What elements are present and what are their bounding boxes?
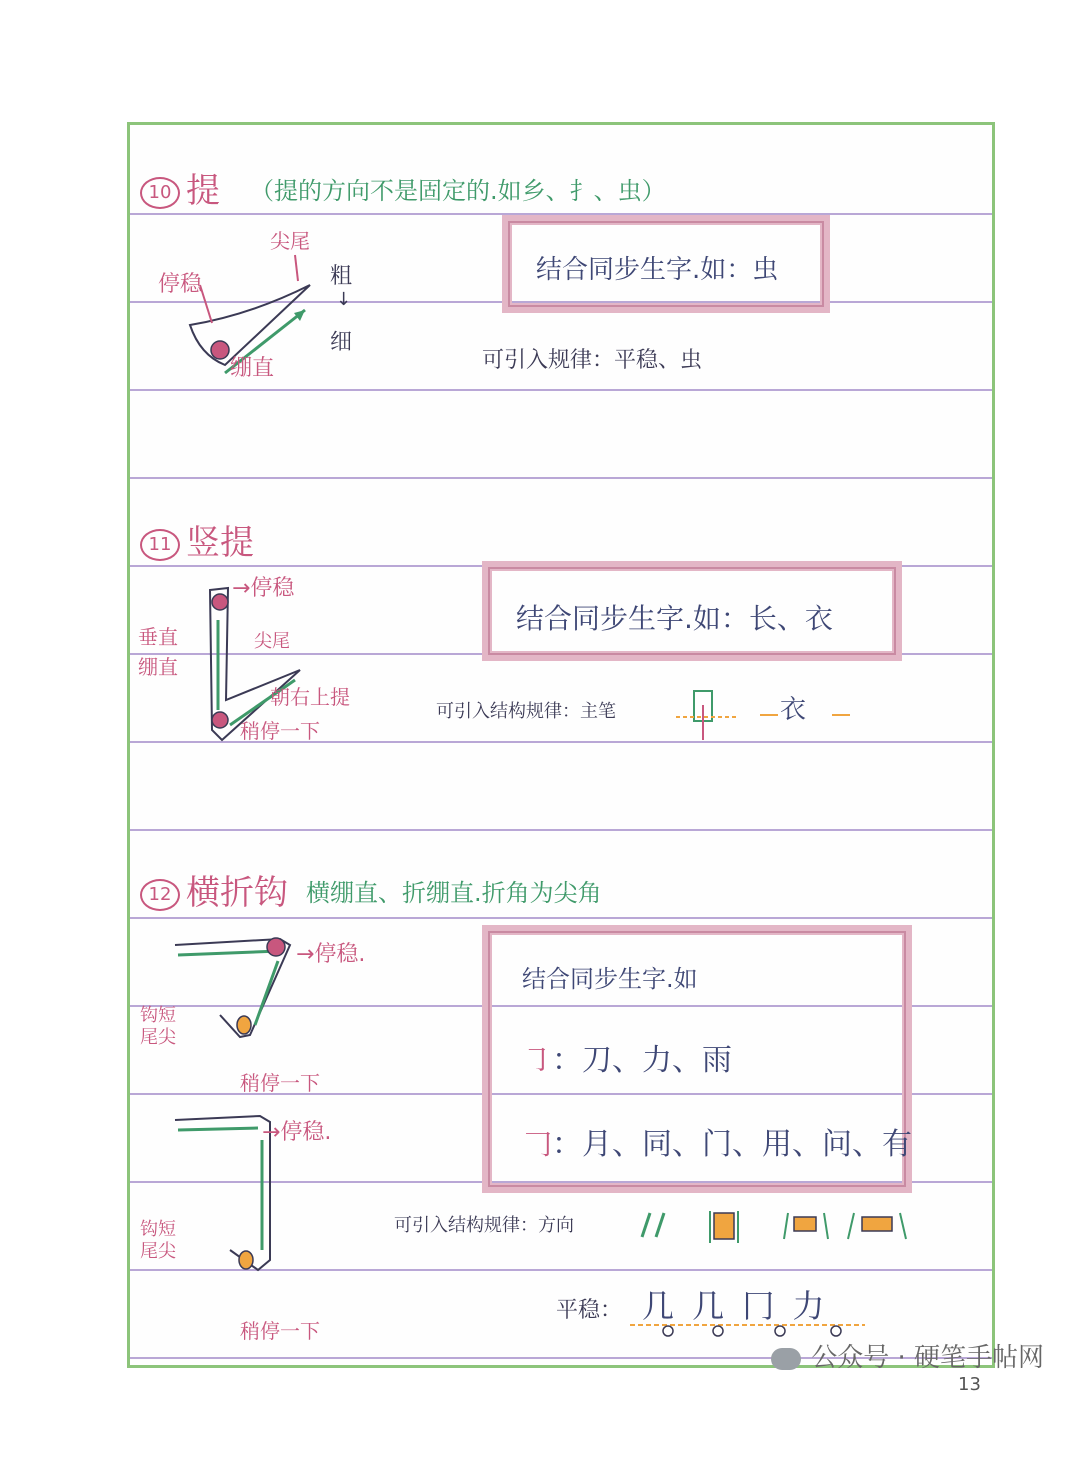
main-stroke-glyph-diagram bbox=[676, 685, 746, 745]
page-number: 13 bbox=[958, 1374, 981, 1395]
section-11-heading bbox=[140, 515, 254, 564]
section-12-heading bbox=[140, 865, 288, 914]
section-12-box-line-1-chars: ：刀、力、雨 bbox=[552, 1043, 732, 1078]
section-12-box-line-1 bbox=[522, 1035, 732, 1079]
section-10-box-text: 结合同步生字.如：虫 bbox=[536, 255, 779, 285]
zhe-gou-2-label-stop: →停稳. bbox=[262, 1120, 332, 1145]
zhe-gou-1-label-stop: →停稳. bbox=[296, 942, 366, 967]
ruled-line bbox=[130, 829, 992, 831]
section-12-box-line-2 bbox=[522, 1119, 912, 1163]
heng-zhe-gou-alt-stroke-symbol: 𠃌 bbox=[522, 1127, 552, 1162]
section-10-note: （提的方向不是固定的.如乡、扌、虫） bbox=[250, 177, 666, 205]
zhe-gou-2-label-hook-b: 尾尖 bbox=[140, 1241, 176, 1262]
section-11-rule-text: 可引入结构规律：主笔 bbox=[436, 701, 616, 722]
ruled-line bbox=[130, 477, 992, 479]
zhe-gou-2-label-hook-a: 钩短 bbox=[140, 1219, 176, 1240]
section-11-title: 竖提 bbox=[186, 523, 254, 563]
wechat-icon bbox=[771, 1348, 801, 1370]
notebook-page bbox=[127, 122, 995, 1368]
section-10-title: 提 bbox=[186, 171, 220, 211]
section-11-example-box bbox=[482, 561, 902, 661]
section-12-note: 横绷直、折绷直.折角为尖角 bbox=[306, 879, 602, 907]
balance-baseline bbox=[630, 1319, 870, 1339]
shu-ti-label-tip: 尖尾 bbox=[254, 631, 290, 652]
section-10-number: 10 bbox=[140, 177, 180, 209]
ti-label-straight: 绷直 bbox=[230, 356, 275, 381]
ti-label-thick: 粗 bbox=[330, 264, 353, 289]
section-10-heading bbox=[140, 163, 220, 212]
ti-label-tip: 尖尾 bbox=[270, 229, 310, 253]
main-stroke-example-char: 衣 bbox=[780, 695, 807, 725]
section-12-title: 横折钩 bbox=[186, 873, 288, 913]
zhe-gou-1-label-hook-a: 钩短 bbox=[140, 1005, 176, 1026]
section-10-rule-text: 可引入规律：平稳、虫 bbox=[482, 348, 703, 373]
zhe-gou-1-label-hook-b: 尾尖 bbox=[140, 1027, 176, 1048]
shu-ti-label-stop: →停稳 bbox=[232, 576, 295, 601]
section-10-example-box bbox=[502, 215, 830, 313]
section-12-number: 12 bbox=[140, 879, 180, 911]
ti-label-thin: 细 bbox=[330, 330, 353, 355]
section-12-example-box bbox=[482, 925, 912, 1193]
balance-example-chars: 几 几 冂 力 bbox=[642, 1287, 829, 1325]
ti-thick-to-thin-arrow: ↓ bbox=[336, 289, 352, 310]
section-12-box-title: 结合同步生字.如 bbox=[522, 965, 698, 993]
balance-arrows bbox=[760, 705, 850, 725]
section-11-number: 11 bbox=[140, 529, 180, 561]
watermark-text: 公众号 · 硬笔手帖网 bbox=[811, 1343, 1044, 1373]
shu-ti-label-vertical: 垂直 bbox=[138, 625, 178, 649]
section-12-rule-text: 可引入结构规律：方向 bbox=[394, 1215, 574, 1236]
shu-ti-label-pause: 稍停一下 bbox=[240, 719, 320, 743]
zhe-gou-1-label-pause: 稍停一下 bbox=[240, 1071, 320, 1095]
shu-ti-label-lift: 朝右上提 bbox=[270, 685, 350, 709]
zhe-gou-2-label-pause: 稍停一下 bbox=[240, 1319, 320, 1343]
section-12-box-line-2-chars: ：月、同、门、用、问、有 bbox=[552, 1127, 912, 1162]
ruled-line bbox=[130, 917, 992, 919]
direction-diagrams bbox=[634, 1209, 924, 1249]
heng-zhe-gou-stroke-symbol: ㇆ bbox=[522, 1043, 552, 1078]
balance-label: 平稳： bbox=[556, 1298, 623, 1323]
section-11-box-text: 结合同步生字.如：长、衣 bbox=[516, 602, 833, 635]
ti-label-stop: 停稳 bbox=[158, 272, 203, 297]
watermark bbox=[771, 1337, 1044, 1374]
shu-ti-label-straight: 绷直 bbox=[138, 655, 178, 679]
